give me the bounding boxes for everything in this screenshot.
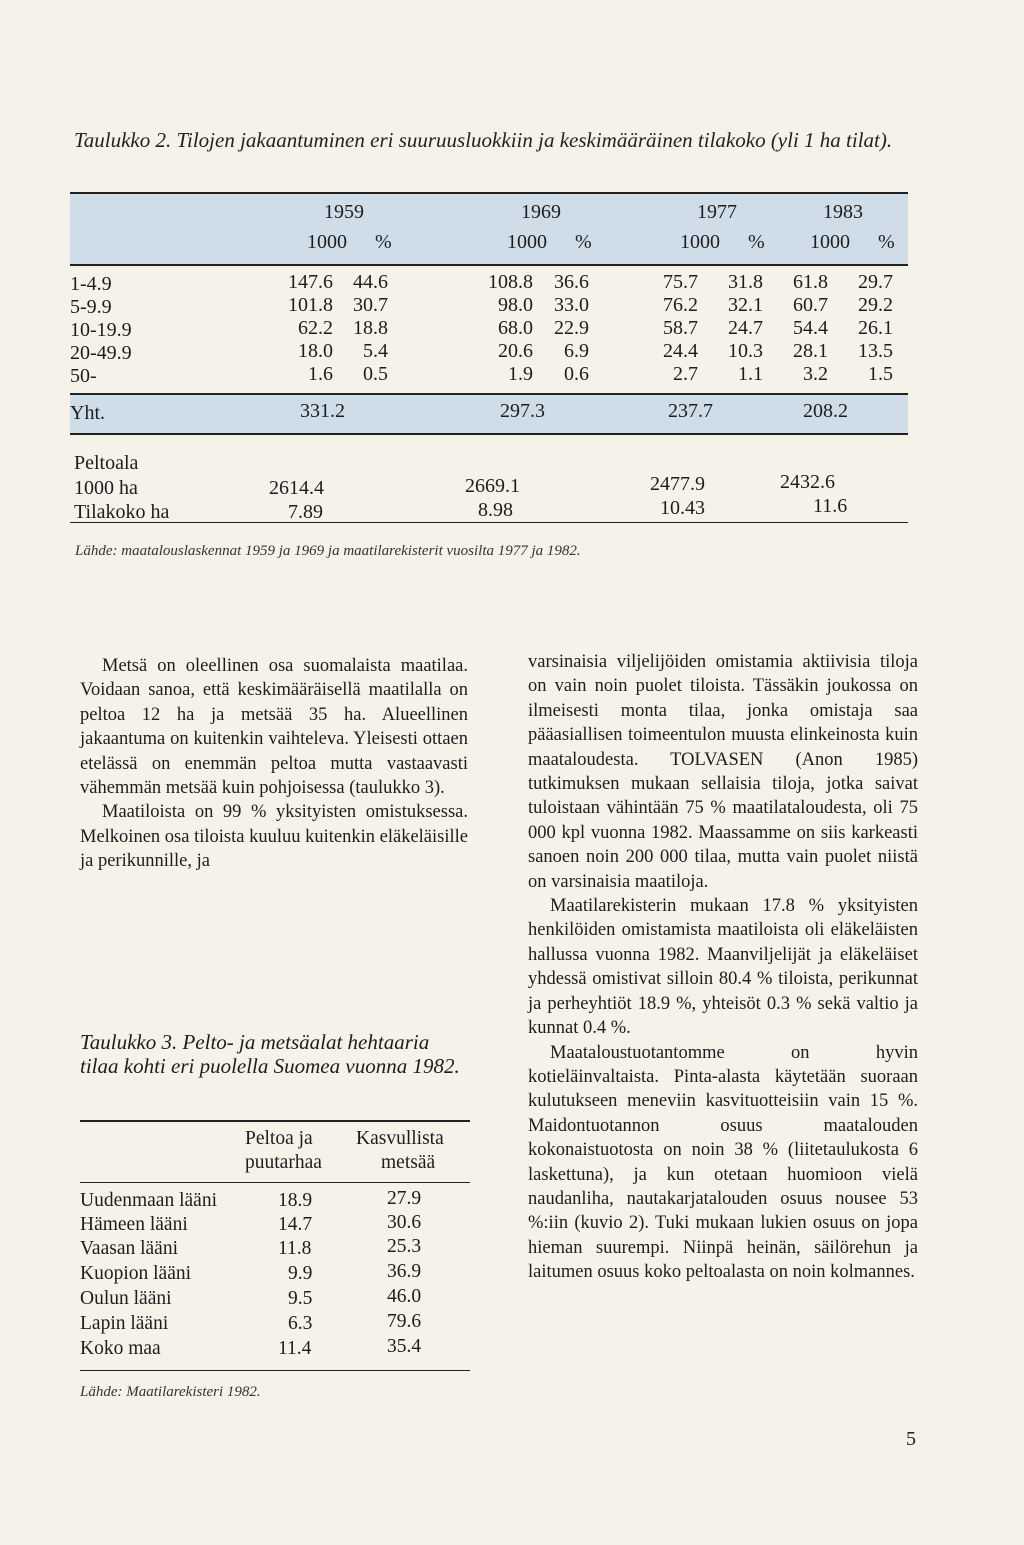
table3-row-label: Vaasan lääni [80,1238,178,1259]
table-cell: 10.3 [728,340,763,362]
table-cell: 2.7 [673,363,698,385]
subheader-1000: 1000 [507,231,547,253]
table-cell: 13.5 [858,340,893,362]
table3-source: Lähde: Maatilarekisteri 1982. [80,1384,261,1400]
table-cell: 62.2 [298,317,333,339]
table-cell: 33.0 [554,294,589,316]
table3-cell: 79.6 [387,1311,422,1332]
total-row-band [70,393,908,435]
table-cell: 58.7 [663,317,698,339]
table-cell: 1.6 [308,363,333,385]
table3-row-label: Uudenmaan lääni [80,1190,217,1211]
year-header: 1983 [823,201,863,223]
table-cell: 3.2 [803,363,828,385]
table-cell: 44.6 [353,271,388,293]
table3-row-label: Lapin lääni [80,1313,169,1334]
peltoala-cell: 2477.9 [650,473,705,495]
table-cell: 68.0 [498,317,533,339]
table3-cell: 11.8 [278,1238,312,1259]
table-cell: 32.1 [728,294,763,316]
table3-cell: 35.4 [387,1336,422,1357]
table3-row-label: Koko maa [80,1338,161,1359]
table3-cell: 27.9 [387,1188,422,1209]
subheader-1000: 1000 [307,231,347,253]
table-cell: 20.6 [498,340,533,362]
table-cell: 26.1 [858,317,893,339]
table-cell: 98.0 [498,294,533,316]
paragraph: Maatilarekisterin mukaan 17.8 % yksityisten henkilöiden omistamista maatiloista oli eläkeläisten hallussa vuonna 1982. Maanviljelijät ja eläkeläiset yhdessä omistivat silloin 80.4 % tiloista, perikunnat ja perheyhtiöt 18.9 %, yhteisöt 0.3 % sekä valtio ja kunnat 0.4 %. [528,896,918,1039]
table3-cell: 25.3 [387,1236,422,1257]
table3-cell: 46.0 [387,1286,422,1307]
table-cell: 54.4 [793,317,828,339]
tilakoko-label: Tilakoko ha [74,501,170,523]
table2-header-band [70,192,908,266]
table-cell: 29.2 [858,294,893,316]
row-label: 20-49.9 [70,342,132,364]
left-column-text [80,654,468,874]
table3-caption: Taulukko 3. Pelto- ja metsäalat hehtaaria tilaa kohti eri puolella Suomea vuonna 1982. [80,1030,460,1078]
total-label: Yht. [70,402,105,424]
table3-cell: 36.9 [387,1261,422,1282]
tilakoko-cell: 11.6 [813,495,848,517]
subheader-1000: 1000 [810,231,850,253]
table-cell: 5.4 [363,340,388,362]
year-header: 1977 [697,201,737,223]
table-cell: 24.7 [728,317,763,339]
table2-source: Lähde: maatalouslaskennat 1959 ja 1969 ja maatilarekisterit vuosilta 1977 ja 1982. [75,543,581,559]
table-cell: 31.8 [728,271,763,293]
table-cell: 75.7 [663,271,698,293]
total-cell: 297.3 [500,400,545,422]
table3-row-label: Oulun lääni [80,1288,172,1309]
row-label: 50- [70,365,97,387]
tilakoko-cell: 8.98 [478,499,513,521]
subheader-percent: % [375,231,392,253]
table2-bottom-rule [70,522,908,523]
table3-cell: 9.5 [288,1288,313,1309]
tilakoko-cell: 7.89 [288,501,323,523]
table3-cell: 11.4 [278,1338,312,1359]
table-cell: 1.5 [868,363,893,385]
table3-col1-header: Peltoa ja [245,1128,313,1149]
table3-col1-header: puutarhaa [245,1152,322,1173]
peltoala-cell: 2614.4 [269,477,324,499]
peltoala-unit-label: 1000 ha [74,477,138,499]
table-cell: 1.1 [738,363,763,385]
table-cell: 0.6 [564,363,589,385]
subheader-percent: % [575,231,592,253]
table-cell: 60.7 [793,294,828,316]
peltoala-cell: 2669.1 [465,475,520,497]
table-cell: 29.7 [858,271,893,293]
row-label: 1-4.9 [70,273,112,295]
table-cell: 22.9 [554,317,589,339]
tilakoko-cell: 10.43 [660,497,705,519]
total-cell: 237.7 [668,400,713,422]
row-label: 5-9.9 [70,296,112,318]
table-cell: 18.0 [298,340,333,362]
table-cell: 76.2 [663,294,698,316]
total-cell: 331.2 [300,400,345,422]
table3-row-label: Kuopion lääni [80,1263,192,1284]
row-label: 10-19.9 [70,319,132,341]
table-cell: 18.8 [353,317,388,339]
table-cell: 61.8 [793,271,828,293]
page-number: 5 [906,1428,916,1450]
peltoala-label: Peltoala [74,452,139,474]
total-cell: 208.2 [803,400,848,422]
right-column-text [528,650,918,1285]
year-header: 1959 [324,201,364,223]
paragraph: Metsä on oleellinen osa suomalaista maatilaa. Voidaan sanoa, että keskimääräisellä maatilalla on peltoa 12 ha ja metsää 35 ha. Alueellinen jakaantuma on kuitenkin vaihteleva. Yleisesti ottaen etelässä on enemmän peltoa mutta vastaavasti vähemmän metsää kuin pohjoisessa (taulukko 3). [80,656,468,799]
table-cell: 0.5 [363,363,388,385]
table3-cell: 6.3 [288,1313,313,1334]
table3-cell: 30.6 [387,1212,422,1233]
table-cell: 36.6 [554,271,589,293]
table-cell: 101.8 [288,294,333,316]
table3-top-rule [80,1120,470,1122]
paragraph: Maatiloista on 99 % yksityisten omistuksessa. Melkoinen osa tiloista kuuluu kuitenkin eläkeläisille ja perikunnille, ja [80,802,468,872]
table-cell: 1.9 [508,363,533,385]
table-cell: 108.8 [488,271,533,293]
paragraph: Maataloustuotantomme on hyvin kotieläinvaltaista. Pinta-alasta käytetään suoraan kulutukseen meneviin kasvituotteisiin vain 15 %. Maidontuotannon osuus maatalouden kokonaistuotosta on noin 38 % (liitetaulukosta 6 laskettuna), ja kun otetaan huomioon vielä naudanliha, nautakarjatalouden osuus nousee 53 %:iin (kuvio 2). Tuki mukaan lukien osuus on jopa hieman suurempi. Niinpä heinän, säilörehun ja laitumen osuus koko peltoalasta on noin kolmannes. [528,1042,918,1283]
table-cell: 30.7 [353,294,388,316]
paragraph: varsinaisia viljelijöiden omistamia aktiivisia tiloja on vain noin puolet tiloista. Tässäkin joukossa on ilmeisesti monta tilaa, jonka omistaja saa pääasiallisen toimeentulon muusta elinkeinosta kuin maataloudesta. TOLVASEN (Anon 1985) tutkimuksen mukaan sellaisia tiloja, jotka saivat tuloistaan vähintään 75 % maatilataloudesta, oli 75 000 kpl vuonna 1982. Maassamme on siis karkeasti sanoen noin 200 000 tilaa, mutta vain puolet niistä on varsinaisia maatiloja. [528,652,918,892]
table3-cell: 9.9 [288,1263,313,1284]
subheader-percent: % [878,231,895,253]
table3-col2-header: Kasvullista [356,1128,444,1149]
table3-header-rule [80,1182,470,1183]
table-cell: 147.6 [288,271,333,293]
table-cell: 24.4 [663,340,698,362]
table-cell: 28.1 [793,340,828,362]
subheader-percent: % [748,231,765,253]
table3-bottom-rule [80,1370,470,1371]
table3-cell: 14.7 [278,1214,313,1235]
subheader-1000: 1000 [680,231,720,253]
table3-row-label: Hämeen lääni [80,1214,188,1235]
table3-col2-header: metsää [381,1152,436,1173]
peltoala-cell: 2432.6 [780,471,835,493]
year-header: 1969 [521,201,561,223]
table2-caption: Taulukko 2. Tilojen jakaantuminen eri suuruusluokkiin ja keskimääräinen tilakoko (yli 1 ha tilat). [74,128,893,152]
table-cell: 6.9 [564,340,589,362]
table3-cell: 18.9 [278,1190,313,1211]
